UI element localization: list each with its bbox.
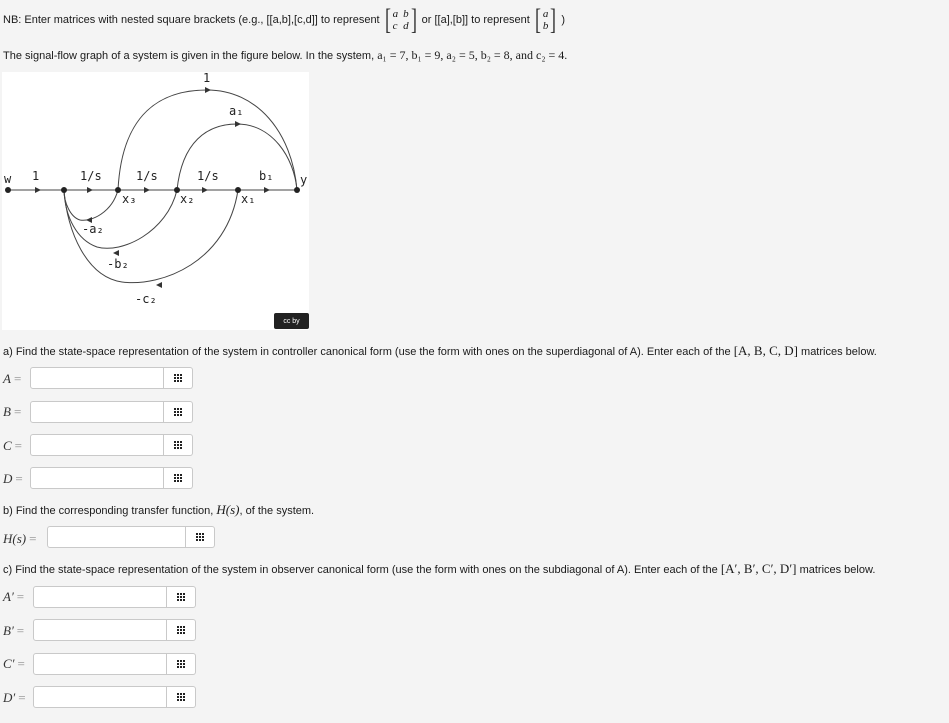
part-a-question (3, 343, 877, 359)
note-suffix: ) (561, 14, 566, 26)
label-y: y (300, 173, 308, 187)
input-B[interactable] (30, 401, 164, 423)
input-C-prime[interactable] (33, 653, 167, 675)
instructions-note (3, 5, 565, 35)
matrix-cell: c (392, 19, 398, 32)
vector-cell: a (542, 7, 549, 20)
part-b-question (3, 502, 314, 518)
grid-icon (174, 441, 183, 450)
label-neg-c2: -c₂ (135, 292, 157, 306)
vector-cell: b (542, 19, 549, 32)
label-top-1: 1 (203, 72, 211, 85)
intro-params: a₁ = 7, b₁ = 9, a₂ = 5, b₂ = 8, and c₂ = 4. (377, 48, 568, 62)
matrix-editor-button-B[interactable] (164, 401, 193, 423)
part-a-matrices-label: [A, B, C, D] (733, 343, 798, 358)
part-b-fn-label: H(s) (216, 502, 240, 517)
label-D: D = (3, 471, 23, 486)
label-A: A = (3, 371, 22, 386)
input-D[interactable] (30, 467, 164, 489)
part-a-text-end: matrices below. (801, 346, 877, 358)
matrix-editor-button-D-prime[interactable] (167, 686, 196, 708)
label-b1: b₁ (259, 169, 274, 183)
input-B-prime[interactable] (33, 619, 167, 641)
part-c-text: c) Find the state-space representation of the system in observer canonical form (use the form with ones on the subdiagonal of A). Enter each of the (3, 564, 718, 576)
label-int1: 1/s (80, 169, 102, 183)
matrix-editor-button-C[interactable] (164, 434, 193, 456)
part-a-text: a) Find the state-space representation of the system in controller canonical form (use the form with ones on the superdiagonal of A). Enter each of the (3, 346, 731, 358)
input-D-prime[interactable] (33, 686, 167, 708)
label-a1: a₁ (229, 104, 244, 118)
input-A[interactable] (30, 367, 164, 389)
input-A-prime[interactable] (33, 586, 167, 608)
note-middle: or [[a],[b]] to represent (421, 14, 530, 26)
label-neg-b2: -b₂ (107, 257, 129, 271)
label-B-prime: B′ = (3, 623, 25, 638)
label-int2: 1/s (136, 169, 158, 183)
label-w: w (4, 172, 12, 186)
label-B: B = (3, 404, 22, 419)
label-int3: 1/s (197, 169, 219, 183)
grid-icon (174, 474, 183, 483)
matrix-editor-button-A-prime[interactable] (167, 586, 196, 608)
matrix-editor-button-B-prime[interactable] (167, 619, 196, 641)
signal-flow-svg (2, 72, 309, 330)
grid-icon (177, 660, 186, 669)
label-C: C = (3, 438, 23, 453)
matrix-cell: a (392, 7, 399, 20)
problem-intro (3, 48, 567, 63)
label-x3: x₃ (122, 192, 137, 206)
signal-flow-graph (2, 72, 309, 330)
grid-icon (177, 593, 186, 602)
grid-icon (174, 374, 183, 383)
label-neg-a2: -a₂ (82, 222, 104, 236)
matrix-example: [ a b c d ] (384, 3, 417, 36)
part-b-text-end: , of the system. (239, 505, 315, 517)
part-b-text: b) Find the corresponding transfer function, (3, 505, 214, 517)
matrix-editor-button-H[interactable] (186, 526, 215, 548)
grid-icon (177, 693, 186, 702)
matrix-editor-button-A[interactable] (164, 367, 193, 389)
grid-icon (177, 626, 186, 635)
note-prefix: NB: Enter matrices with nested square brackets (e.g., [[a,b],[c,d]] to represent (3, 14, 380, 26)
intro-text: The signal-flow graph of a system is given in the figure below. In the system, (3, 50, 375, 62)
label-A-prime: A′ = (3, 589, 25, 604)
grid-icon (174, 408, 183, 417)
part-c-text-end: matrices below. (799, 564, 876, 576)
part-c-question (3, 561, 875, 577)
cc-license-badge[interactable]: cc by (274, 313, 309, 329)
label-C-prime: C′ = (3, 656, 25, 671)
matrix-cell: d (403, 19, 409, 32)
part-c-matrices-label: [A′, B′, C′, D′] (720, 561, 797, 576)
matrix-cell: b (403, 7, 409, 20)
input-H[interactable] (47, 526, 186, 548)
grid-icon (196, 533, 205, 542)
vector-example: [ a b ] (534, 3, 557, 36)
label-1-input: 1 (32, 169, 40, 183)
input-C[interactable] (30, 434, 164, 456)
label-H: H(s) = (3, 531, 37, 546)
label-x2: x₂ (180, 192, 195, 206)
matrix-editor-button-D[interactable] (164, 467, 193, 489)
label-x1: x₁ (241, 192, 256, 206)
matrix-editor-button-C-prime[interactable] (167, 653, 196, 675)
label-D-prime: D′ = (3, 690, 26, 705)
